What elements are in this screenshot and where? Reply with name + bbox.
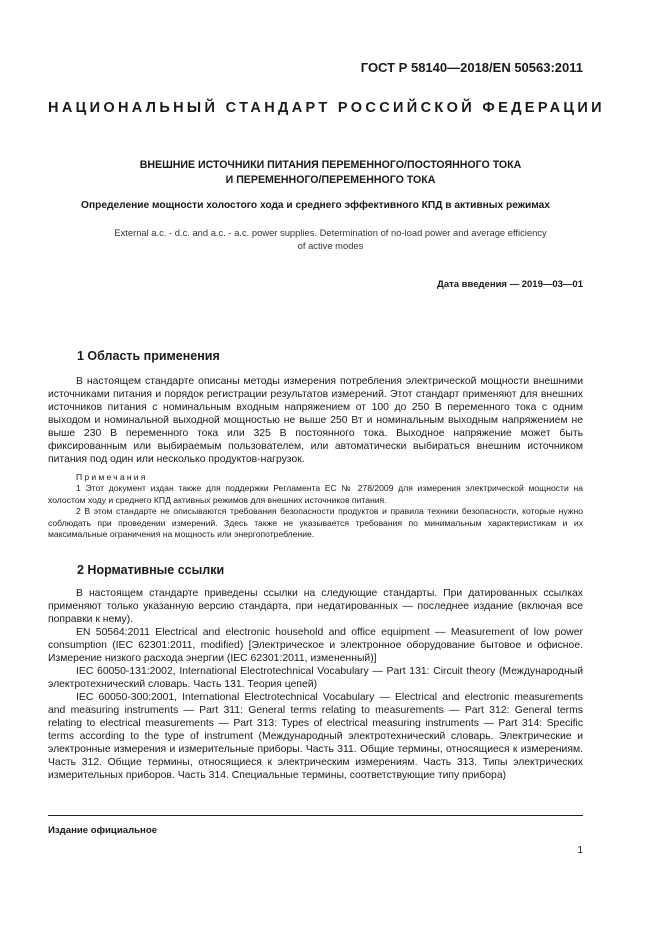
section-1-body [48,375,583,466]
english-title-line-1: External a.c. - d.c. and a.c. - a.c. power supplies. Determination of no-load power and average efficiency [114,227,547,238]
note-1: 1 Этот документ издан также для поддержки Регламента ЕС № 278/2009 для измерения электрической мощности на холостом ходу и среднего КПД активных режимов для внешних источников питания. [48,483,583,505]
document-title [60,158,601,187]
notes-heading: Примечания [76,472,148,482]
section-2-heading: 2 Нормативные ссылки [77,563,225,577]
title-line-2: И ПЕРЕМЕННОГО/ПЕРЕМЕННОГО ТОКА [225,173,436,186]
english-title [70,226,591,252]
section-2-paragraph-2: EN 50564:2011 Electrical and electronic household and office equipment — Measurement of low power consumption (IEC 62301:2011, modified) [Электрическое и электронное оборудование бытовое и офисное. Измерение низкого расхода энергии (IEC 62301:2011, измененный)] [48,627,583,664]
page-number: 1 [577,845,583,856]
section-1-paragraph: В настоящем стандарте описаны методы измерения потребления электрической мощности внешними источниками питания и порядок регистрации результатов измерений. Этот стандарт применяют для внешних источников питания с номинальным входным напряжением от 100 до 250 В переменного тока с одним выходом и номинальной выходной мощностью не выше 250 Вт и номинальным выходным напряжением не выше 230 В переменного тока или 325 В постоянного тока. Выходное напряжение может быть фиксированным или выбираемым пользователем, или автоматически выбираться внешним источником питания под один или несколько продуктов-нагрузок. [48,376,583,465]
section-1-heading: 1 Область применения [77,349,220,363]
national-standard-banner: НАЦИОНАЛЬНЫЙ СТАНДАРТ РОССИЙСКОЙ ФЕДЕРАЦИИ [48,100,605,116]
official-edition-label: Издание официальное [48,825,158,836]
section-2-paragraph-4: IEC 60050-300:2001, International Electrotechnical Vocabulary — Electrical and electronic measurements and measuring instruments — Part 311: General terms relating to measurements — Part 312: General terms relating to electrical measurements — Part 313: Types of electrical measuring instruments — Part 314: Specific terms according to the type of instrument (Международный электротехнический словарь. Электрические и электронные измерения и измерительные приборы. Часть 311. Общие термины, относящиеся к измерениям. Часть 312. Общие термины, относящиеся к электрическим измерениям. Часть 313. Типы электрических измерительных приборов. Часть 314. Специальные термины, соответствующие типу прибора) [48,692,583,781]
section-2-paragraph-3: IEC 60050-131:2002, International Electrotechnical Vocabulary — Part 131: Circuit theory (Международный электротехнический словарь. Часть 131. Теория цепей) [48,666,583,690]
english-title-line-2: of active modes [297,240,364,251]
section-1-notes [48,472,583,540]
section-2-body [48,587,583,782]
section-2-paragraph-1: В настоящем стандарте приведены ссылки на следующие стандарты. При датированных ссылках применяют только указанную версию стандарта, при недатированных — последнее издание (включая все поправки к нему). [48,588,583,625]
standard-code: ГОСТ Р 58140—2018/EN 50563:2011 [360,60,583,75]
introduction-date: Дата введения — 2019—03—01 [437,279,583,290]
document-subtitle: Определение мощности холостого хода и среднего эффективного КПД в активных режимах [81,200,550,211]
title-line-1: ВНЕШНИЕ ИСТОЧНИКИ ПИТАНИЯ ПЕРЕМЕННОГО/ПОСТОЯННОГО ТОКА [139,159,522,171]
footer-divider [48,815,583,816]
note-2: 2 В этом стандарте не описываются требования безопасности продуктов и правила техники безопасности, которые нужно соблюдать при проведении измерений. Здесь также не указывается требования по минимальным характеристикам и их максимальные ограничения на мощность или энергопотребление. [48,506,583,540]
